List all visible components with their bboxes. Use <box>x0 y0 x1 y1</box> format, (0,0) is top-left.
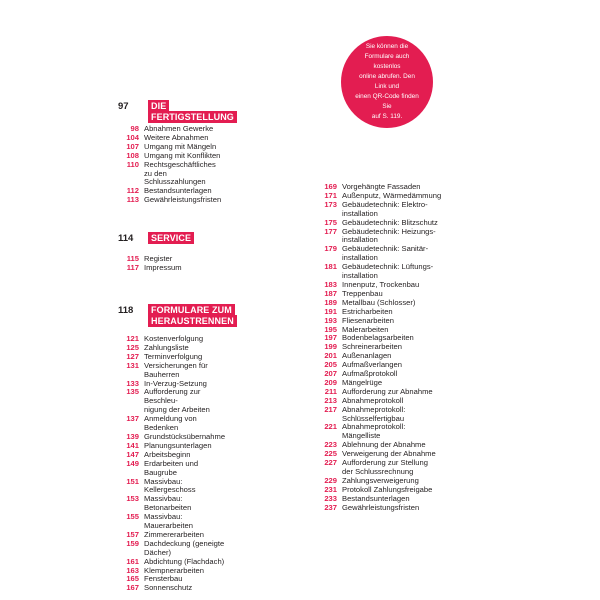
entry-title: Sonnenschutz <box>144 583 193 593</box>
toc-entry[interactable] <box>317 201 441 219</box>
entry-title: Abnahmeprotokoll <box>342 395 404 405</box>
entry-title: Aufforderung zur Abnahme <box>342 386 433 396</box>
entry-page-number: 125 <box>126 342 139 352</box>
entry-title: Massivbau: Betonarbeiten <box>144 494 192 513</box>
entry-title: Bestandsunterlagen <box>342 493 410 503</box>
entry-page-number: 159 <box>126 538 139 548</box>
toc-entry[interactable] <box>317 423 441 441</box>
entry-title: Zimmererarbeiten <box>144 529 204 539</box>
entry-title: Erdarbeiten und Baugrube <box>144 458 199 477</box>
entry-page-number: 201 <box>324 351 337 361</box>
entry-title: Aufmaßprotokoll <box>342 369 398 379</box>
entry-page-number: 197 <box>324 333 337 343</box>
entry-page-number: 169 <box>324 182 337 191</box>
entry-title: Vorgehängte Fassaden <box>342 182 421 191</box>
section-title: FORMULARE ZUM HERAUSTRENNEN <box>148 305 237 327</box>
toc-entry-list <box>118 335 225 593</box>
entry-title: Protokoll Zahlungsfreigabe <box>342 484 433 494</box>
entry-title: Schreinerarbeiten <box>342 342 402 352</box>
entry-title: Aufforderung zur Beschleu- nigung der Arbeiten <box>144 387 210 415</box>
toc-entry[interactable] <box>118 388 225 415</box>
section-title: DIE FERTIGSTELLUNG <box>148 101 237 123</box>
entry-page-number: 177 <box>324 226 337 236</box>
entry-title: Gebäudetechnik: Elektro- installation <box>342 199 428 218</box>
entry-page-number: 229 <box>324 475 337 485</box>
toc-entry[interactable] <box>118 584 225 593</box>
entry-page-number: 147 <box>126 449 139 459</box>
entry-title: Massivbau: Mauerarbeiten <box>144 512 193 531</box>
toc-entry[interactable] <box>118 495 225 513</box>
entry-title: Massivbau: Kellergeschoss <box>144 476 196 495</box>
entry-title: Umgang mit Mängeln <box>144 141 217 151</box>
entry-page-number: 157 <box>126 529 139 539</box>
toc-entry[interactable] <box>317 406 441 424</box>
entry-title: Metallbau (Schlosser) <box>342 297 416 307</box>
entry-page-number: 165 <box>126 574 139 584</box>
entry-title: Rechtsgeschäftliches zu den Schlusszahlungen <box>144 159 216 187</box>
toc-entry[interactable] <box>118 460 225 478</box>
entry-title: In-Verzug-Setzung <box>144 378 207 388</box>
entry-page-number: 211 <box>324 386 337 396</box>
entry-page-number: 127 <box>126 351 139 361</box>
entry-page-number: 199 <box>324 342 337 352</box>
entry-page-number: 121 <box>126 334 139 343</box>
entry-page-number: 104 <box>126 132 139 142</box>
toc-entry[interactable] <box>118 362 225 380</box>
entry-title: Aufmaßverlangen <box>342 360 402 370</box>
toc-entry[interactable] <box>317 504 441 513</box>
entry-title: Außenputz, Wärmedämmung <box>342 190 442 200</box>
entry-page-number: 161 <box>126 556 139 566</box>
entry-page-number: 183 <box>324 279 337 289</box>
toc-entry[interactable] <box>118 161 221 188</box>
entry-page-number: 227 <box>324 458 337 468</box>
section-page-number: 114 <box>118 233 134 244</box>
entry-title: Gebäudetechnik: Heizungs- installation <box>342 226 436 245</box>
entry-title: Gewährleistungsfristen <box>144 195 222 205</box>
entry-page-number: 141 <box>126 440 139 450</box>
entry-title: Innenputz, Trockenbau <box>342 279 420 289</box>
entry-title: Impressum <box>144 262 182 272</box>
entry-page-number: 139 <box>126 431 139 441</box>
entry-page-number: 155 <box>126 512 139 522</box>
entry-page-number: 207 <box>324 369 337 379</box>
entry-page-number: 110 <box>126 159 139 169</box>
entry-page-number: 117 <box>126 262 139 272</box>
entry-title: Arbeitsbeginn <box>144 449 191 459</box>
entry-title: Abnahmeprotokoll: Mängelliste <box>342 422 406 441</box>
entry-page-number: 167 <box>126 583 139 593</box>
entry-page-number: 205 <box>324 360 337 370</box>
entry-title: Außenanlagen <box>342 351 392 361</box>
entry-title: Weitere Abnahmen <box>144 132 209 142</box>
toc-entry[interactable] <box>118 196 221 205</box>
entry-title: Zahlungsverweigerung <box>342 475 419 485</box>
entry-page-number: 191 <box>324 306 337 316</box>
entry-page-number: 133 <box>126 378 139 388</box>
section-title: SERVICE <box>148 233 194 244</box>
entry-title: Anmeldung von Bedenken <box>144 414 197 433</box>
entry-title: Abnahmeprotokoll: Schlüsselfertigbau <box>342 404 406 423</box>
toc-entry[interactable] <box>118 513 225 531</box>
entry-title: Fensterbau <box>144 574 183 584</box>
toc-right-column <box>317 183 441 513</box>
entry-title: Klempnerarbeiten <box>144 565 204 575</box>
entry-page-number: 209 <box>324 377 337 387</box>
entry-page-number: 175 <box>324 217 337 227</box>
entry-page-number: 223 <box>324 440 337 450</box>
entry-page-number: 189 <box>324 297 337 307</box>
toc-entry[interactable] <box>317 228 441 246</box>
entry-page-number: 107 <box>126 141 139 151</box>
entry-page-number: 179 <box>324 244 337 254</box>
entry-title: Bestandsunterlagen <box>144 186 212 196</box>
entry-page-number: 233 <box>324 493 337 503</box>
entry-title: Zahlungsliste <box>144 342 189 352</box>
entry-page-number: 115 <box>126 254 139 263</box>
entry-title: Estricharbeiten <box>342 306 393 316</box>
entry-page-number: 108 <box>126 150 139 160</box>
entry-title: Mängelrüge <box>342 377 383 387</box>
section-page-number: 118 <box>118 305 134 316</box>
entry-title: Abnahmen Gewerke <box>144 124 214 133</box>
entry-page-number: 163 <box>126 565 139 575</box>
toc-entry[interactable] <box>118 540 225 558</box>
toc-entry[interactable] <box>118 478 225 496</box>
entry-title: Grundstücksübernahme <box>144 431 226 441</box>
toc-entry[interactable] <box>317 459 441 477</box>
entry-title: Treppenbau <box>342 288 383 298</box>
toc-entry-list <box>118 125 221 205</box>
entry-title: Fliesenarbeiten <box>342 315 394 325</box>
toc-entry[interactable] <box>118 264 182 273</box>
entry-page-number: 151 <box>126 476 139 486</box>
entry-title: Versicherungen für Bauherren <box>144 360 208 379</box>
entry-page-number: 195 <box>324 324 337 334</box>
entry-title: Verweigerung der Abnahme <box>342 449 436 459</box>
entry-page-number: 131 <box>126 360 139 370</box>
entry-title: Gebäudetechnik: Sanitär- installation <box>342 244 429 263</box>
entry-title: Gewährleistungsfristen <box>342 502 420 512</box>
entry-page-number: 149 <box>126 458 139 468</box>
online-forms-note-badge: Sie können die Formulare auch kostenlos online abrufen. Den Link und einen QR-Code finden Sie auf S. 119. <box>341 36 433 128</box>
entry-title: Aufforderung zur Stellung der Schlussrechnung <box>342 458 428 476</box>
entry-title: Planungsunterlagen <box>144 440 212 450</box>
entry-page-number: 237 <box>324 502 337 512</box>
entry-page-number: 153 <box>126 494 139 504</box>
entry-title: Umgang mit Konflikten <box>144 150 221 160</box>
entry-title: Bodenbelagsarbeiten <box>342 333 414 343</box>
entry-page-number: 113 <box>126 195 139 205</box>
entry-title: Gebäudetechnik: Lüftungs- installation <box>342 262 434 281</box>
entry-page-number: 213 <box>324 395 337 405</box>
toc-entry[interactable] <box>317 263 441 281</box>
entry-title: Gebäudetechnik: Blitzschutz <box>342 217 438 227</box>
entry-page-number: 217 <box>324 404 337 414</box>
toc-entry[interactable] <box>118 415 225 433</box>
entry-page-number: 173 <box>324 199 337 209</box>
entry-page-number: 112 <box>126 186 139 196</box>
entry-title: Abdichtung (Flachdach) <box>144 556 225 566</box>
entry-title: Ablehnung der Abnahme <box>342 440 426 450</box>
entry-title: Register <box>144 254 173 263</box>
entry-page-number: 187 <box>324 288 337 298</box>
entry-page-number: 181 <box>324 262 337 272</box>
entry-title: Dachdeckung (geneigte Dächer) <box>144 538 225 557</box>
entry-page-number: 137 <box>126 414 139 424</box>
entry-title: Terminverfolgung <box>144 351 203 361</box>
entry-page-number: 193 <box>324 315 337 325</box>
entry-page-number: 135 <box>126 387 139 397</box>
entry-title: Kostenverfolgung <box>144 334 204 343</box>
entry-page-number: 171 <box>324 190 337 200</box>
entry-page-number: 221 <box>324 422 337 432</box>
toc-entry-list <box>118 255 182 273</box>
entry-page-number: 98 <box>130 124 139 133</box>
toc-entry[interactable] <box>317 245 441 263</box>
entry-title: Malerarbeiten <box>342 324 389 334</box>
entry-page-number: 231 <box>324 484 337 494</box>
section-page-number: 97 <box>118 101 129 112</box>
entry-page-number: 225 <box>324 449 337 459</box>
